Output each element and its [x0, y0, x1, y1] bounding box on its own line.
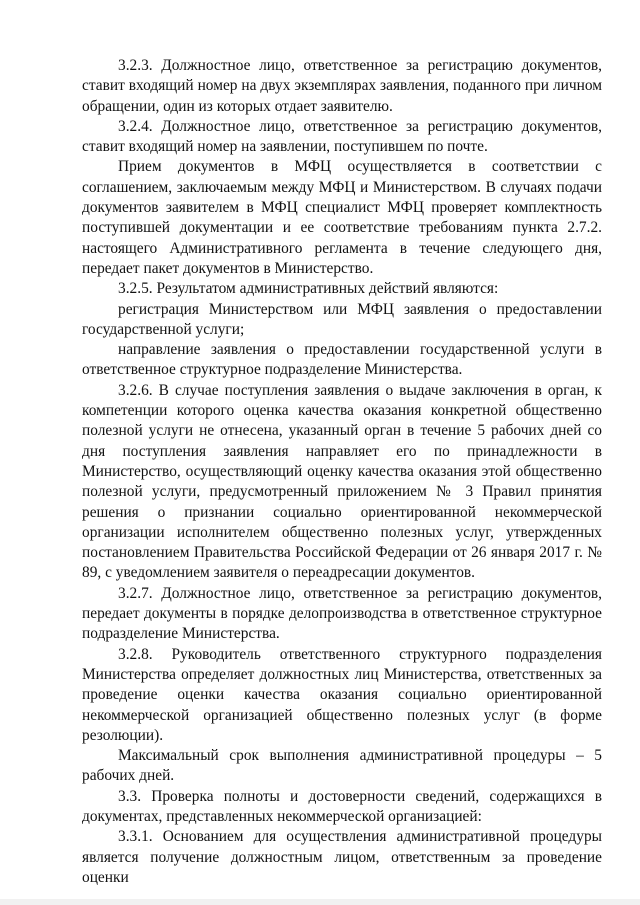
paragraph-result-direction: направление заявления о предоставлении государственной услуги в ответственное структурное подразделение Министерства. [82, 341, 602, 379]
paragraph-3-2-7: 3.2.7. Должностное лицо, ответственное за регистрацию документов, передает документы в порядке делопроизводства в ответственное структурное подразделение Министерства. [82, 584, 602, 643]
paragraph-3-2-8: 3.2.8. Руководитель ответственного структурного подразделения Министерства определяет должностных лиц Министерства, ответственных за проведение оценки качества оказания социально ориентированной некоммерческой организацией общественно полезных услуг (в форме резолюции). [82, 645, 602, 744]
paragraph-mfc-intake: Прием документов в МФЦ осуществляется в соответствии с соглашением, заключаемым между МФЦ и Министерством. В случаях подачи документов заявителем в МФЦ специалист МФЦ проверяет комплектность поступившей документации и ее соответствие требованиям пункта 2.7.2. настоящего Административного регламента в течение следующего дня, передает пакет документов в Министерство. [82, 158, 602, 277]
paragraph-3-2-6: 3.2.6. В случае поступления заявления о выдаче заключения в орган, к компетенции которого оценка качества оказания конкретной общественно полезной услуги не отнесена, указанный орган в течение 5 рабочих дней со дня поступления заявления направляет его по принадлежности в Министерство, осуществляющий оценку качества оказания этой общественно полезной услуги, предусмотренный приложением № 3 Правил принятия решения о признании социально ориентированной некоммерческой организации исполнителем общественно полезных услуг, утвержденных постановлением Правительства Российской Федерации от 26 января 2017 г. № 89, с уведомлением заявителя о переадресации документов. [82, 381, 602, 582]
paragraph-result-registration: регистрация Министерством или МФЦ заявления о предоставлении государственной услуги; [82, 300, 602, 338]
paragraph-3-2-5: 3.2.5. Результатом административных действий являются: [118, 280, 499, 298]
document-page [82, 56, 602, 888]
paragraph-3-3-1: 3.3.1. Основанием для осуществления административной процедуры является получение должностным лицом, ответственным за проведение оценки [82, 828, 602, 886]
paragraph-3-3: 3.3. Проверка полноты и достоверности сведений, содержащихся в документах, представленных некоммерческой организацией: [82, 787, 602, 825]
paragraph-3-2-3: 3.2.3. Должностное лицо, ответственное за регистрацию документов, ставит входящий номер на двух экземплярах заявления, поданного при личном обращении, один из которых отдает заявителю. [82, 57, 602, 115]
paragraph-3-2-4: 3.2.4. Должностное лицо, ответственное за регистрацию документов, ставит входящий номер на заявлении, поступившем по почте. [82, 117, 602, 156]
paragraph-max-term: Максимальный срок выполнения административной процедуры – 5 рабочих дней. [82, 747, 602, 785]
page-bottom-edge [0, 899, 640, 905]
